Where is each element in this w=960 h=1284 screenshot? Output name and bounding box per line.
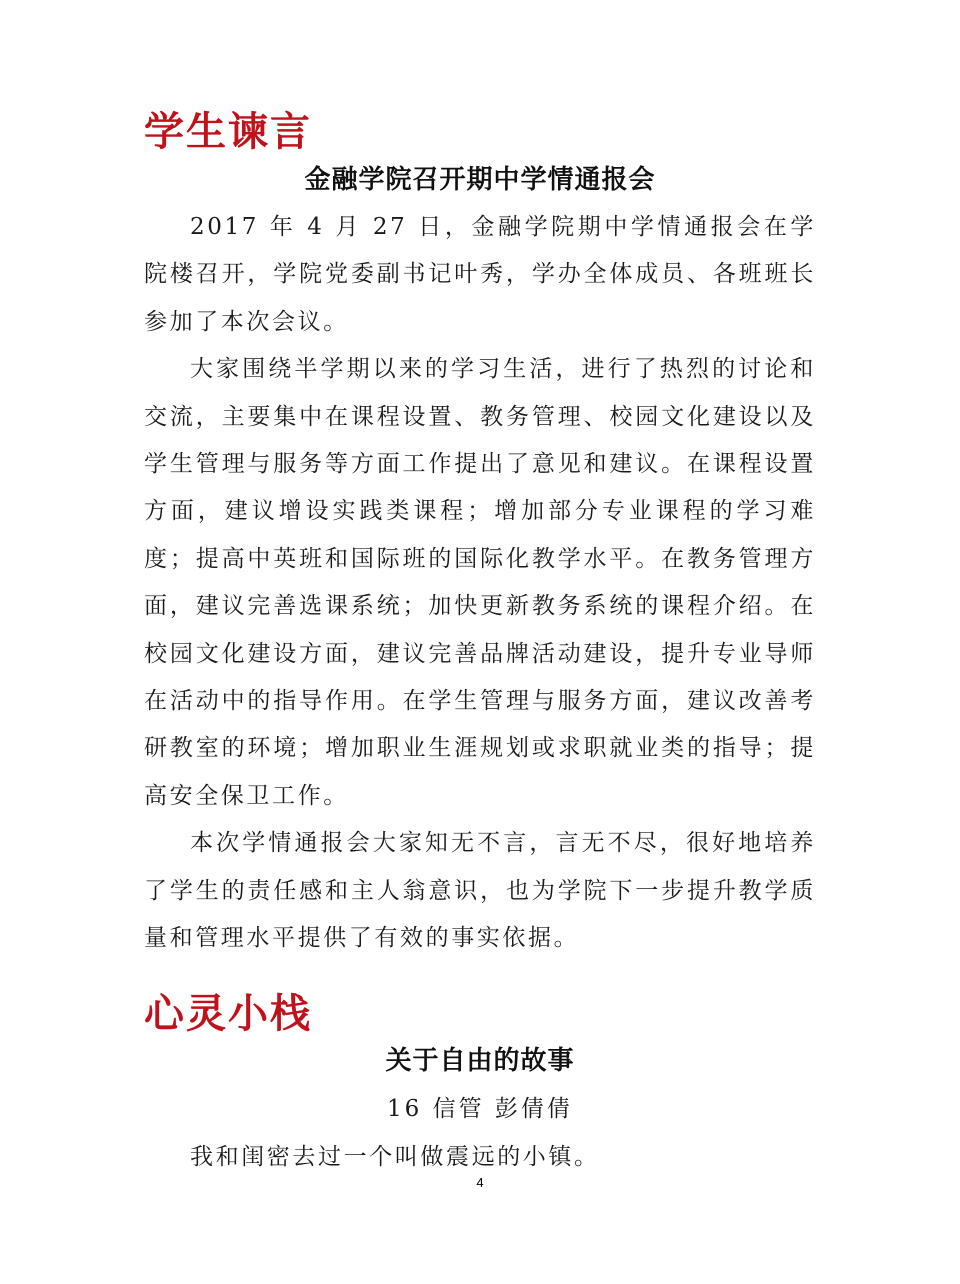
article-author: 16 信管 彭倩倩 (387, 1096, 573, 1122)
section-heading-student-advice: 学生谏言 (144, 109, 312, 155)
article-first-line: 我和闺密去过一个叫做震远的小镇。 (190, 1144, 600, 1170)
page-number: 4 (476, 1175, 484, 1190)
article-title-midterm-report: 金融学院召开期中学情通报会 (304, 165, 656, 195)
paragraph: 本次学情通报会大家知无不言，言无不尽，很好地培养了学生的责任感和主人翁意识，也为学院下一步提升教学质量和管理水平提供了有效的事实依据。 (144, 830, 816, 952)
paragraph: 2017 年 4 月 27 日，金融学院期中学情通报会在学院楼召开，学院党委副书记叶秀，学办全体成员、各班班长参加了本次会议。 (144, 214, 816, 335)
article-body-midterm-report (144, 204, 816, 963)
paragraph: 大家围绕半学期以来的学习生活，进行了热烈的讨论和交流，主要集中在课程设置、教务管理、校园文化建设以及学生管理与服务等方面工作提出了意见和建议。在课程设置方面，建议增设实践类课程；增加部分专业课程的学习难度；提高中英班和国际班的国际化教学水平。在教务管理方面，建议完善选课系统；加快更新教务系统的课程介绍。在校园文化建设方面，建议完善品牌活动建设，提升专业导师在活动中的指导作用。在学生管理与服务方面，建议改善考研教室的环境；增加职业生涯规划或求职就业类的指导；提高安全保卫工作。 (144, 356, 816, 809)
section-heading-soul-corner: 心灵小栈 (144, 991, 312, 1037)
article-title-freedom-story: 关于自由的故事 (385, 1046, 575, 1076)
